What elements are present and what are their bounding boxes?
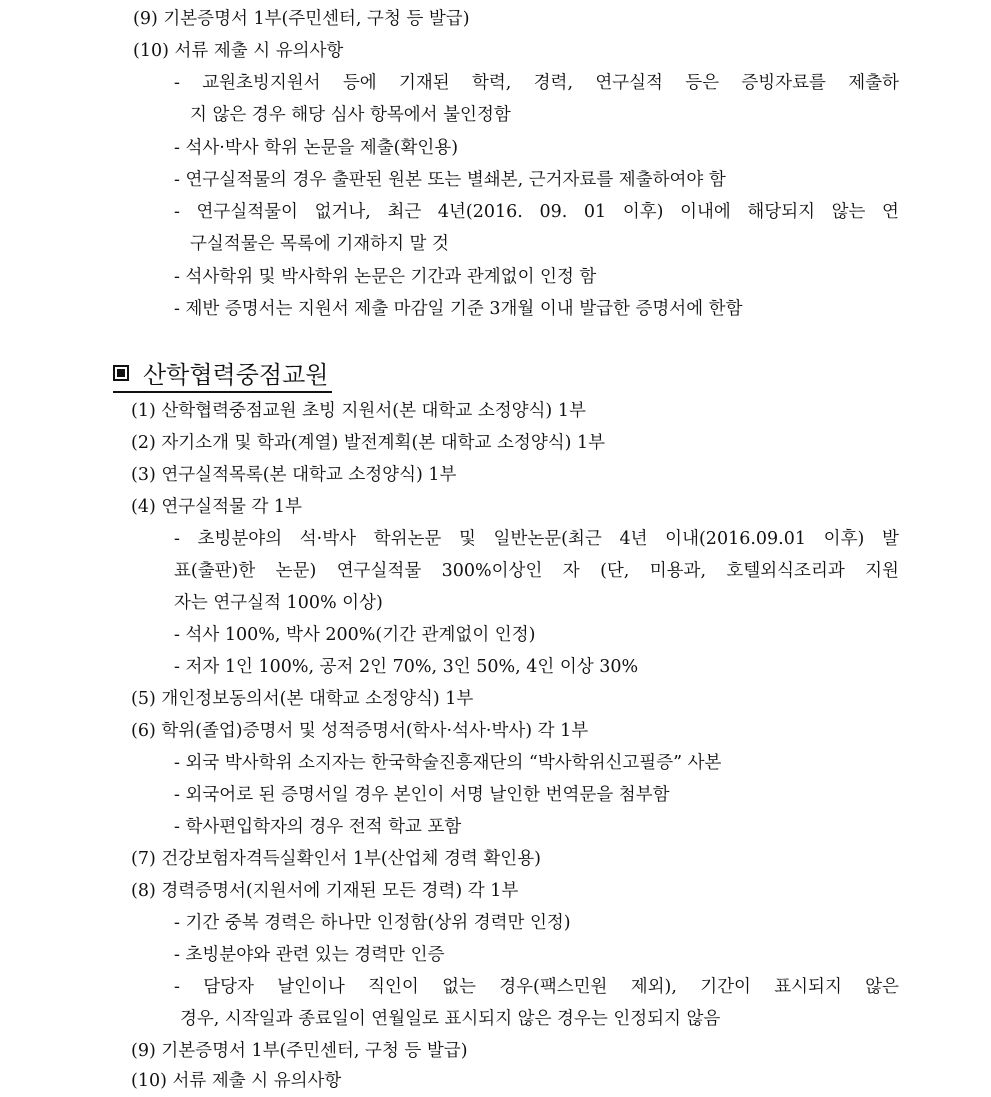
note-line: 구실적물은 목록에 기재하지 말 것 bbox=[190, 234, 449, 254]
list-item-9-prev: (9) 기본증명서 1부(주민센터, 구청 등 발급) bbox=[133, 9, 470, 29]
word: 연 bbox=[882, 202, 899, 222]
word: 및 bbox=[458, 529, 476, 549]
list-item-1: (1) 산학협력중점교원 초빙 지원서(본 대학교 소정양식) 1부 bbox=[131, 401, 586, 421]
list-item-9: (9) 기본증명서 1부(주민센터, 구청 등 발급) bbox=[131, 1041, 468, 1061]
note-line: - 외국 박사학위 소지자는 한국학술진흥재단의 “박사학위신고필증” 사본 bbox=[174, 753, 722, 773]
word: 4년 bbox=[619, 529, 648, 549]
list-item-8: (8) 경력증명서(지원서에 기재된 모든 경력) 각 1부 bbox=[131, 881, 519, 901]
word: 4년(2016. bbox=[437, 202, 523, 222]
note-line: - 제반 증명서는 지원서 제출 마감일 기준 3개월 이내 발급한 증명서에 한함 bbox=[174, 299, 743, 319]
word: 이후) bbox=[622, 202, 664, 222]
note-line: 지 않은 경우 해당 심사 항목에서 불인정함 bbox=[190, 105, 511, 125]
word: 등은 bbox=[685, 73, 720, 93]
word: 없는 bbox=[442, 977, 476, 997]
word: 300%이상인 bbox=[441, 561, 543, 581]
word: - bbox=[174, 529, 180, 549]
list-item-10: (10) 서류 제출 시 유의사항 bbox=[131, 1071, 342, 1091]
note-line bbox=[174, 523, 899, 555]
word: 기재된 bbox=[398, 73, 450, 93]
square-bullet-icon bbox=[113, 365, 129, 381]
word: 초빙분야의 bbox=[197, 529, 283, 549]
word: 학위논문 bbox=[373, 529, 442, 549]
word: 날인이나 bbox=[277, 977, 345, 997]
word: - bbox=[174, 202, 180, 222]
note-line: - 기간 중복 경력은 하나만 인정함(상위 경력만 인정) bbox=[174, 913, 571, 933]
word: 않은 bbox=[865, 977, 899, 997]
word: 등에 bbox=[342, 73, 377, 93]
word: 해당되지 bbox=[747, 202, 816, 222]
heading-underline bbox=[113, 391, 332, 393]
word: 연구실적 bbox=[595, 73, 663, 93]
word: 이후) bbox=[823, 529, 865, 549]
word: 호텔외식조리과 bbox=[726, 561, 845, 581]
word: 연구실적물 bbox=[336, 561, 422, 581]
word: 표시되지 bbox=[774, 977, 842, 997]
word: (단, bbox=[600, 561, 630, 581]
word: - bbox=[174, 73, 180, 93]
word: 교원초빙지원서 bbox=[202, 73, 321, 93]
note-line: 자는 연구실적 100% 이상) bbox=[174, 593, 383, 613]
note-line: - 석사 100%, 박사 200%(기간 관계없이 인정) bbox=[174, 625, 536, 645]
word: 09. bbox=[539, 202, 568, 222]
note-line: - 연구실적물의 경우 출판된 원본 또는 별쇄본, 근거자료를 제출하여야 함 bbox=[174, 170, 726, 190]
word: 없거나, bbox=[314, 202, 371, 222]
note-line: - 외국어로 된 증명서일 경우 본인이 서명 날인한 번역문을 첨부함 bbox=[174, 785, 670, 805]
list-item-5: (5) 개인정보동의서(본 대학교 소정양식) 1부 bbox=[131, 689, 474, 709]
word: 일반논문(최근 bbox=[493, 529, 602, 549]
word: 직인이 bbox=[368, 977, 419, 997]
word: 기간이 bbox=[700, 977, 751, 997]
list-item-10-prev: (10) 서류 제출 시 유의사항 bbox=[133, 41, 344, 61]
word: 학력, bbox=[471, 73, 512, 93]
note-line: - 학사편입학자의 경우 전적 학교 포함 bbox=[174, 817, 462, 837]
word: 발 bbox=[881, 529, 899, 549]
note-line: - 석사·박사 학위 논문을 제출(확인용) bbox=[174, 138, 459, 158]
word: 지원 bbox=[865, 561, 899, 581]
note-line: 경우, 시작일과 종료일이 연월일로 표시되지 않은 경우는 인정되지 않음 bbox=[180, 1009, 721, 1029]
note-line bbox=[174, 67, 899, 99]
word: 석·박사 bbox=[299, 529, 357, 549]
word: - bbox=[174, 977, 180, 997]
list-item-4: (4) 연구실적물 각 1부 bbox=[131, 497, 302, 517]
list-item-3: (3) 연구실적목록(본 대학교 소정양식) 1부 bbox=[131, 465, 457, 485]
word: 논문) bbox=[275, 561, 317, 581]
word: 담당자 bbox=[203, 977, 254, 997]
word: 최근 bbox=[387, 202, 422, 222]
word: 경우(팩스민원 bbox=[499, 977, 608, 997]
word: 이내(2016.09.01 bbox=[665, 529, 807, 549]
note-line: - 저자 1인 100%, 공저 2인 70%, 3인 50%, 4인 이상 30% bbox=[174, 657, 639, 677]
note-line bbox=[174, 971, 899, 1003]
word: 표(출판)한 bbox=[174, 561, 256, 581]
list-item-2: (2) 자기소개 및 학과(계열) 발전계획(본 대학교 소정양식) 1부 bbox=[131, 433, 606, 453]
word: 않는 bbox=[831, 202, 866, 222]
list-item-7: (7) 건강보험자격득실확인서 1부(산업체 경력 확인용) bbox=[131, 849, 541, 869]
word: 01 bbox=[583, 202, 607, 222]
word: 연구실적물이 bbox=[196, 202, 298, 222]
word: 자 bbox=[562, 561, 580, 581]
list-item-6: (6) 학위(졸업)증명서 및 성적증명서(학사·석사·박사) 각 1부 bbox=[131, 721, 589, 741]
note-line: - 초빙분야와 관련 있는 경력만 인증 bbox=[174, 945, 445, 965]
word: 제출하 bbox=[848, 73, 899, 93]
section-title: 산학협력중점교원 bbox=[143, 361, 329, 389]
word: 이내에 bbox=[680, 202, 731, 222]
word: 미용과, bbox=[649, 561, 707, 581]
note-line: - 석사학위 및 박사학위 논문은 기간과 관계없이 인정 함 bbox=[174, 267, 597, 287]
section-heading bbox=[113, 355, 328, 395]
note-line bbox=[174, 555, 899, 587]
word: 경력, bbox=[533, 73, 574, 93]
note-line bbox=[174, 196, 899, 228]
word: 제외), bbox=[630, 977, 677, 997]
word: 증빙자료를 bbox=[741, 73, 826, 93]
